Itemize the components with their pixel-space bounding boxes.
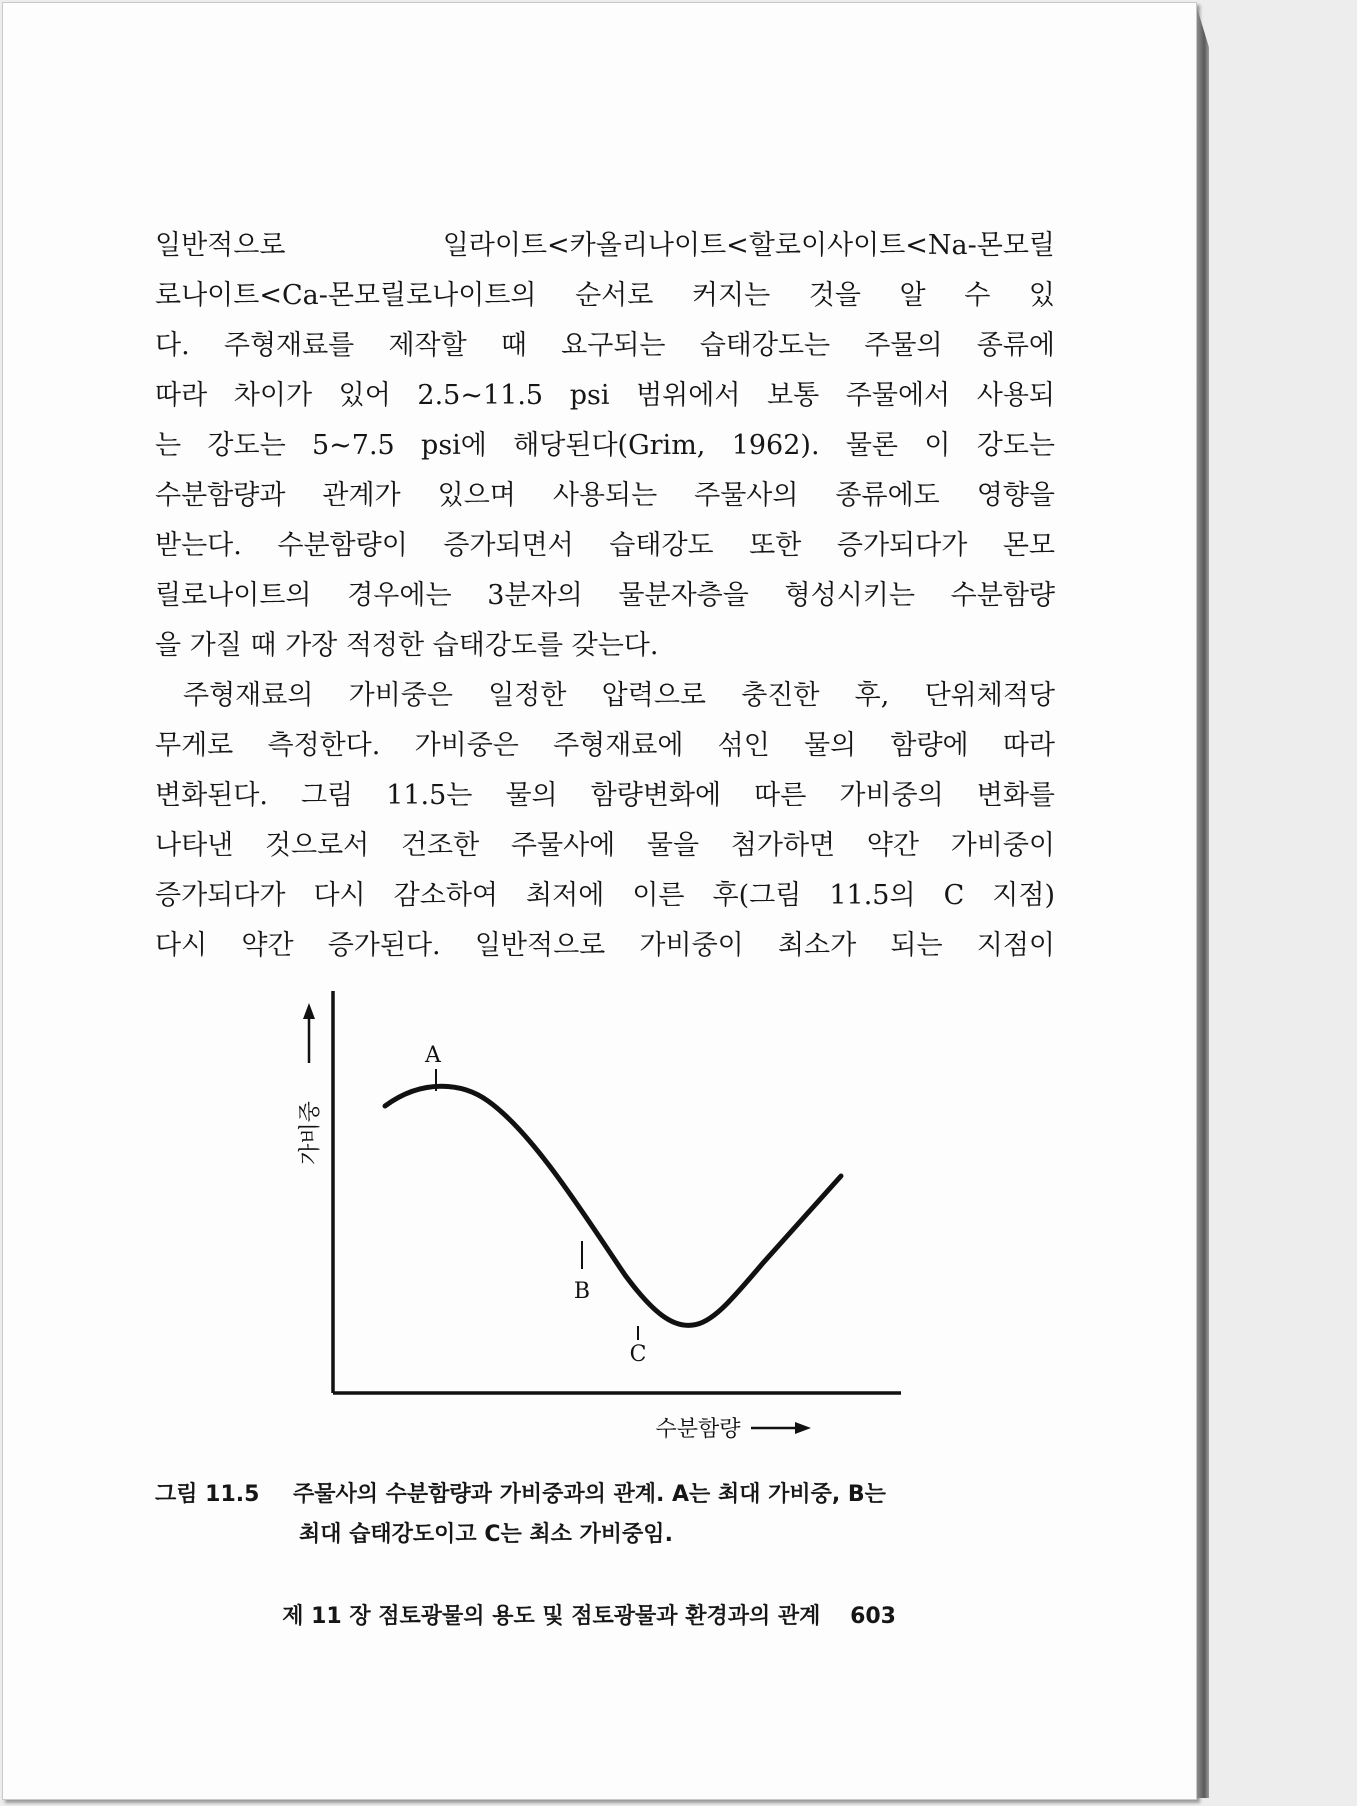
caption-line-1	[155, 1475, 1055, 1515]
page-footer	[282, 1599, 896, 1630]
y-axis-label: 가비중	[298, 1101, 323, 1165]
page-edge-shadow	[1197, 8, 1209, 1798]
body-line: 무게로 측정한다. 가비중은 주형재료에 섞인 물의 함량에 따라	[155, 730, 1055, 761]
point-c-label: C	[629, 1342, 647, 1367]
body-line: 증가되다가 다시 감소하여 최저에 이른 후(그림 11.5의 C 지점)	[155, 880, 1055, 911]
figure-caption	[155, 1475, 1055, 1555]
body-text	[155, 221, 1055, 971]
body-line: 릴로나이트의 경우에는 3분자의 물분자층을 형성시키는 수분함량	[155, 580, 1055, 611]
point-a-label: A	[425, 1043, 441, 1068]
x-axis-arrowhead	[795, 1422, 811, 1434]
point-b-label: B	[573, 1279, 591, 1304]
body-line: 로나이트<Ca-몬모릴로나이트의 순서로 커지는 것을 알 수 있	[155, 280, 1055, 311]
y-axis-arrowhead	[303, 1003, 315, 1019]
body-line: 수분함량과 관계가 있으며 사용되는 주물사의 종류에도 영향을	[155, 480, 1055, 511]
page-number: 603	[850, 1604, 896, 1629]
caption-text-2: 최대 습태강도이고 C는 최소 가비중임.	[299, 1522, 673, 1547]
book-page	[2, 2, 1197, 1800]
body-line: 변화된다. 그림 11.5는 물의 함량변화에 따른 가비중의 변화를	[155, 780, 1055, 811]
bulk-density-curve	[385, 1086, 841, 1325]
body-line: 나타낸 것으로서 건조한 주물사에 물을 첨가하면 약간 가비중이	[155, 830, 1055, 861]
body-line: 다. 주형재료를 제작할 때 요구되는 습태강도는 주물의 종류에	[155, 330, 1055, 361]
body-line: 받는다. 수분함량이 증가되면서 습태강도 또한 증가되다가 몬모	[155, 530, 1055, 561]
running-title: 제 11 장 점토광물의 용도 및 점토광물과 환경과의 관계	[282, 1604, 821, 1629]
figure-bulk-density-curve	[273, 983, 933, 1453]
body-line: 을 가질 때 가장 적정한 습태강도를 갖는다.	[155, 630, 659, 661]
x-axis-label: 수분함량	[655, 1417, 741, 1442]
body-line: 다시 약간 증가된다. 일반적으로 가비중이 최소가 되는 지점이	[155, 930, 1055, 961]
body-line: 는 강도는 5~7.5 psi에 해당된다(Grim, 1962). 물론 이 강도는	[155, 430, 1055, 461]
body-line: 일반적으로 일라이트<카올리나이트<할로이사이트<Na-몬모릴	[155, 230, 1055, 261]
body-line: 따라 차이가 있어 2.5~11.5 psi 범위에서 보통 주물에서 사용되	[155, 380, 1055, 411]
caption-text-1: 주물사의 수분함량과 가비중과의 관계. A는 최대 가비중, B는	[293, 1482, 886, 1507]
caption-label: 그림 11.5	[155, 1482, 260, 1507]
body-line: 주형재료의 가비중은 일정한 압력으로 충진한 후, 단위체적당	[183, 680, 1055, 711]
